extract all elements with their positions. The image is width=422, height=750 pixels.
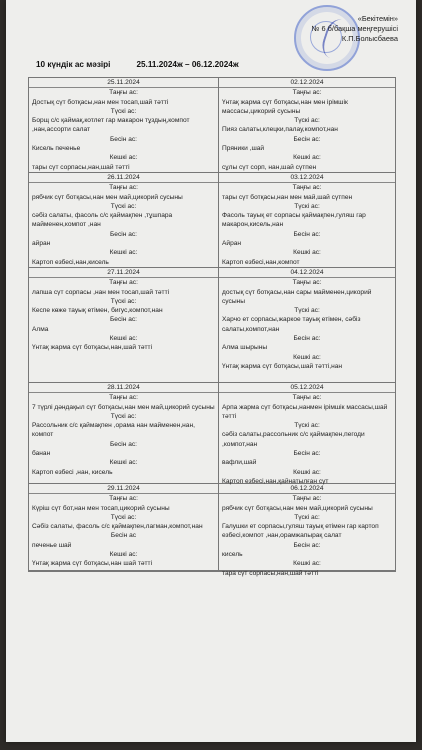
page-title — [36, 60, 396, 69]
day-cell — [29, 383, 219, 484]
meal-label: Таңғы ас: — [109, 279, 138, 287]
day-date: 25.11.2024 — [29, 78, 218, 88]
meal-label: Таңғы ас: — [109, 394, 138, 402]
approval-line: К.П.Болысбаева — [341, 34, 398, 43]
meal-food: Картоп езбесі,нан,қайнатылған сүт — [222, 477, 329, 485]
meal-food: вафли,шай — [222, 459, 257, 467]
meal-label: Түскі ас: — [294, 117, 320, 125]
meal-label: Кешкі ас: — [109, 335, 138, 343]
meal-label: Түскі ас: — [294, 422, 320, 430]
menu-document — [6, 0, 416, 742]
approval-block — [248, 14, 398, 44]
meal-food: Борщ с/с қаймақ,котлет гар макарон тұздың,компот ,нан,ассорти салат — [32, 117, 190, 134]
approval-line: «Бекітемін» — [357, 14, 398, 23]
meal-label: Бесін ас: — [109, 230, 138, 238]
meal-food: Күріш сүт бот,нан мен тосап,цикорий сусыны — [32, 504, 170, 512]
meal-food: Арпа жарма сүт ботқасы,нанмен ірімшік массасы,шай тәтті — [222, 403, 388, 420]
day-cell — [29, 484, 219, 571]
menu-period: 25.11.2024ж – 06.12.2024ж — [136, 60, 239, 69]
day-date: 29.11.2024 — [29, 484, 218, 494]
day-date: 02.12.2024 — [219, 78, 395, 88]
approval-line: № 6 б/бақша меңгерушісі — [311, 24, 398, 33]
meal-food: Харчо ет сорпасы,жаркое тауық етімен, сәбіз салаты,компот,нан — [222, 316, 361, 333]
meal-food: кисель — [222, 551, 243, 559]
meal-label: Бесін ас: — [293, 230, 321, 238]
meal-label: Түскі ас: — [294, 513, 320, 521]
meal-label: Бесін ас: — [293, 541, 321, 549]
meal-label: Таңғы ас: — [292, 184, 322, 192]
meal-label: Бесін ас: — [293, 335, 321, 343]
day-cell — [29, 268, 219, 383]
meal-food: Картоп езбесі,нан,кисель — [32, 258, 109, 266]
day-date: 27.11.2024 — [29, 268, 218, 278]
meal-label: Кешкі ас: — [293, 468, 321, 476]
meal-food: тары сүт ботқасы,нан мен май,шай сүтпен — [222, 193, 353, 201]
meal-label: Кешкі ас: — [109, 249, 138, 257]
day-date: 04.12.2024 — [219, 268, 395, 278]
meal-food: Кисель печенье — [32, 145, 81, 153]
meal-label: Таңғы ас: — [292, 89, 322, 97]
meal-label: Түскі ас: — [110, 297, 137, 305]
meal-food: 7 түрлі дәндақыл сүт ботқасы,нан мен май,цикорий сусыны — [32, 403, 215, 411]
meal-food: Айран — [222, 240, 242, 248]
day-date: 05.12.2024 — [219, 383, 395, 393]
meal-food: банан — [32, 450, 51, 458]
meal-label: Түскі ас: — [294, 307, 320, 315]
meal-label: Кешкі ас: — [109, 459, 138, 467]
meal-food: достық сүт ботқасы,нан сары майменен,цикорий сусыны — [222, 288, 372, 305]
meal-food: печенье шай — [32, 541, 72, 549]
meal-food: Картоп езбесі,нан,компот — [222, 258, 300, 266]
day-date: 03.12.2024 — [219, 173, 395, 183]
meal-label: Түскі ас: — [110, 202, 137, 210]
meal-label: Түскі ас: — [110, 412, 137, 420]
meal-label: Кешкі ас: — [109, 551, 138, 559]
day-cell — [219, 268, 395, 383]
meal-food: Кеспе көже тауық етімен, бигус,компот,нан — [32, 307, 163, 315]
meal-food: рябчик сүт ботқасы,нан мен май,цикорий сусыны — [222, 504, 373, 512]
meal-label: Таңғы ас: — [109, 89, 138, 97]
meal-food: Рассольник с/с қаймақпен ,орама нан майменен,нан, компот — [32, 422, 195, 439]
meal-label: Кешкі ас: — [109, 154, 138, 162]
meal-food: Достық сүт ботқасы,нан мен тосап,шай тәтті — [32, 98, 169, 106]
meal-food: сәбіз салаты, фасоль с/с қаймақпен ,тұшпара майменен,компот ,нан — [32, 212, 173, 229]
meal-label: Таңғы ас: — [109, 495, 138, 503]
day-cell — [219, 173, 395, 268]
meal-label: Бесін ас: — [293, 135, 321, 143]
meal-label: Бесін ас: — [109, 316, 138, 324]
meal-label: Бесін ас: — [293, 450, 321, 458]
meal-label: Түскі ас: — [110, 513, 137, 521]
meal-food: Алма — [32, 325, 49, 333]
day-date: 26.11.2024 — [29, 173, 218, 183]
meal-food: Алма шырыны — [222, 344, 268, 352]
day-cell — [219, 78, 395, 173]
meal-food: тары сүт сорпасы,нан,шай тәтті — [32, 163, 130, 171]
day-cell — [219, 383, 395, 484]
meal-food: рябчик сүт ботқасы,нан мен май,цикорий сусыны — [32, 193, 183, 201]
meal-label: Таңғы ас: — [292, 394, 322, 402]
day-date: 06.12.2024 — [219, 484, 395, 494]
meal-label: Бесін ас: — [109, 440, 138, 448]
meal-label: Кешкі ас: — [293, 353, 321, 361]
meal-food: Сәбіз салаты, фасоль с/с қаймақпен,лагман,компот,нан — [32, 523, 203, 531]
meal-food: Галушки ет сорпасы,гуляш тауық етімен гар картоп езбесі,компот ,нан,орамжапырақ салат — [222, 523, 379, 540]
meal-label: Түскі ас: — [294, 202, 320, 210]
meal-label: Кешкі ас: — [293, 560, 321, 568]
meal-food: Фасоль тауық ет сорпасы қаймақпен,гуляш гар макарон,кисель,нан — [222, 212, 366, 229]
meal-label: Кешкі ас: — [293, 249, 321, 257]
meal-food: тара сүт сорпасы,нан,шай тәтті — [222, 569, 319, 577]
meal-label: Таңғы ас: — [292, 279, 322, 287]
meal-label: Бесін ас — [110, 532, 137, 540]
meal-food: Пряники ,шай — [222, 145, 265, 153]
day-cell — [29, 78, 219, 173]
meal-food: Үнтақ жарма сүт ботқасы,нан шай тәтті — [32, 560, 153, 568]
meal-food: Картоп езбесі ,нан, кисель — [32, 468, 113, 476]
meal-label: Бесін ас: — [109, 135, 138, 143]
meal-food: Үнтақ жарма сүт ботқасы,нан,шай тәтті — [32, 344, 153, 352]
meal-food: Үнтақ жарма сүт ботқасы,нан мен ірімшік массасы,цикорий сусыны — [222, 98, 348, 115]
meal-food: сұлы сүт сорп, нан,шай сүтпен — [222, 163, 317, 171]
day-date: 28.11.2024 — [29, 383, 218, 393]
meal-label: Таңғы ас: — [109, 184, 138, 192]
day-cell — [219, 484, 395, 577]
meal-food: лапша сүт сорпасы ,нан мен тосап,шай тәтті — [32, 288, 170, 296]
menu-title: 10 күндік ас мәзірі — [36, 60, 111, 69]
meal-food: Үнтақ жарма сүт ботқасы,шай тәтті,нан — [222, 362, 343, 370]
day-cell — [29, 173, 219, 268]
meal-food: Пияз салаты,клецки,палау,компот,нан — [222, 126, 338, 134]
meal-label: Таңғы ас: — [292, 495, 322, 503]
meal-food: сәбіз салаты,рассольник с/с қаймақпен,пегоди ,компот,нан — [222, 431, 365, 448]
meal-label: Түскі ас: — [110, 107, 137, 115]
menu-table — [28, 77, 396, 577]
meal-food: айран — [32, 240, 51, 248]
meal-label: Кешкі ас: — [293, 154, 321, 162]
